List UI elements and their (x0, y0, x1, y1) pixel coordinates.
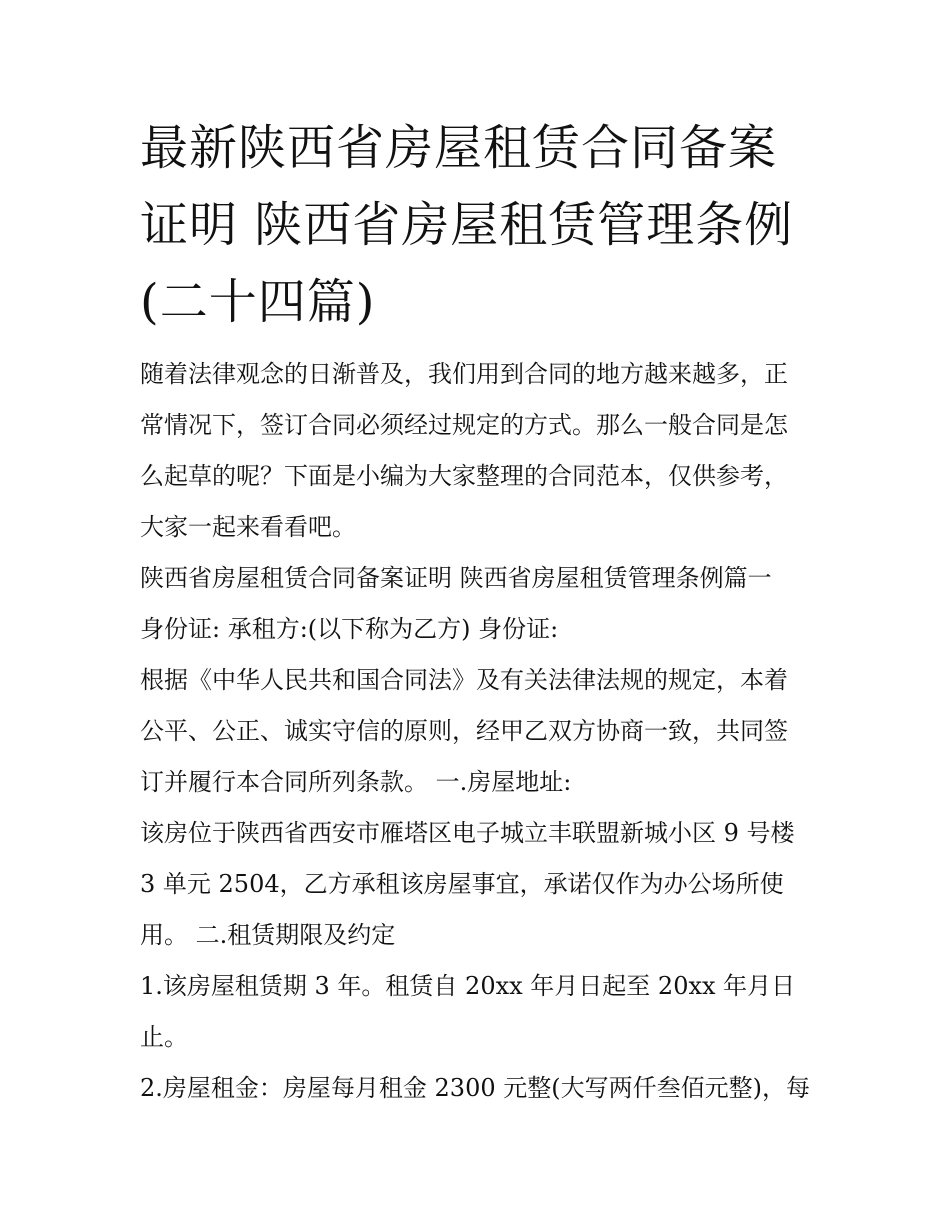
body-line: 订并履行本合同所列条款。 一.房屋地址: (140, 768, 572, 796)
document-body (140, 349, 815, 1114)
body-line: 常情况下，签订合同必须经过规定的方式。那么一般合同是怎 (140, 411, 788, 439)
body-line: 陕西省房屋租赁合同备案证明 陕西省房屋租赁管理条例篇一 (140, 564, 772, 592)
body-line: 么起草的呢？下面是小编为大家整理的合同范本，仅供参考， (140, 462, 788, 490)
body-line: 根据《中华人民共和国合同法》及有关法律法规的规定，本着 (140, 666, 788, 694)
body-line: 公平、公正、诚实守信的原则，经甲乙双方协商一致，共同签 (140, 717, 788, 745)
document-title (140, 110, 815, 341)
body-line: 随着法律观念的日渐普及，我们用到合同的地方越来越多，正 (140, 360, 788, 388)
body-line: 1.该房屋租赁期 3 年。租赁自 20xx 年月日起至 20xx 年月日 (140, 972, 796, 1000)
title-line: 最新陕西省房屋租赁合同备案 (140, 120, 778, 176)
body-line: 身份证: 承租方:(以下称为乙方) 身份证: (140, 615, 559, 643)
title-line: (二十四篇) (140, 274, 376, 330)
body-line: 用。 二.租赁期限及约定 (140, 921, 396, 949)
title-line: 证明 陕西省房屋租赁管理条例 (140, 197, 794, 253)
body-line: 该房位于陕西省西安市雁塔区电子城立丰联盟新城小区 9 号楼 (140, 819, 795, 847)
document-page (140, 110, 815, 1114)
body-line: 3 单元 2504，乙方承租该房屋事宜，承诺仅作为办公场所使 (140, 870, 784, 898)
body-line: 2.房屋租金：房屋每月租金 2300 元整(大写两仟叁佰元整)，每 (140, 1074, 810, 1102)
body-line: 止。 (140, 1023, 188, 1051)
body-line: 大家一起来看看吧。 (140, 513, 356, 541)
